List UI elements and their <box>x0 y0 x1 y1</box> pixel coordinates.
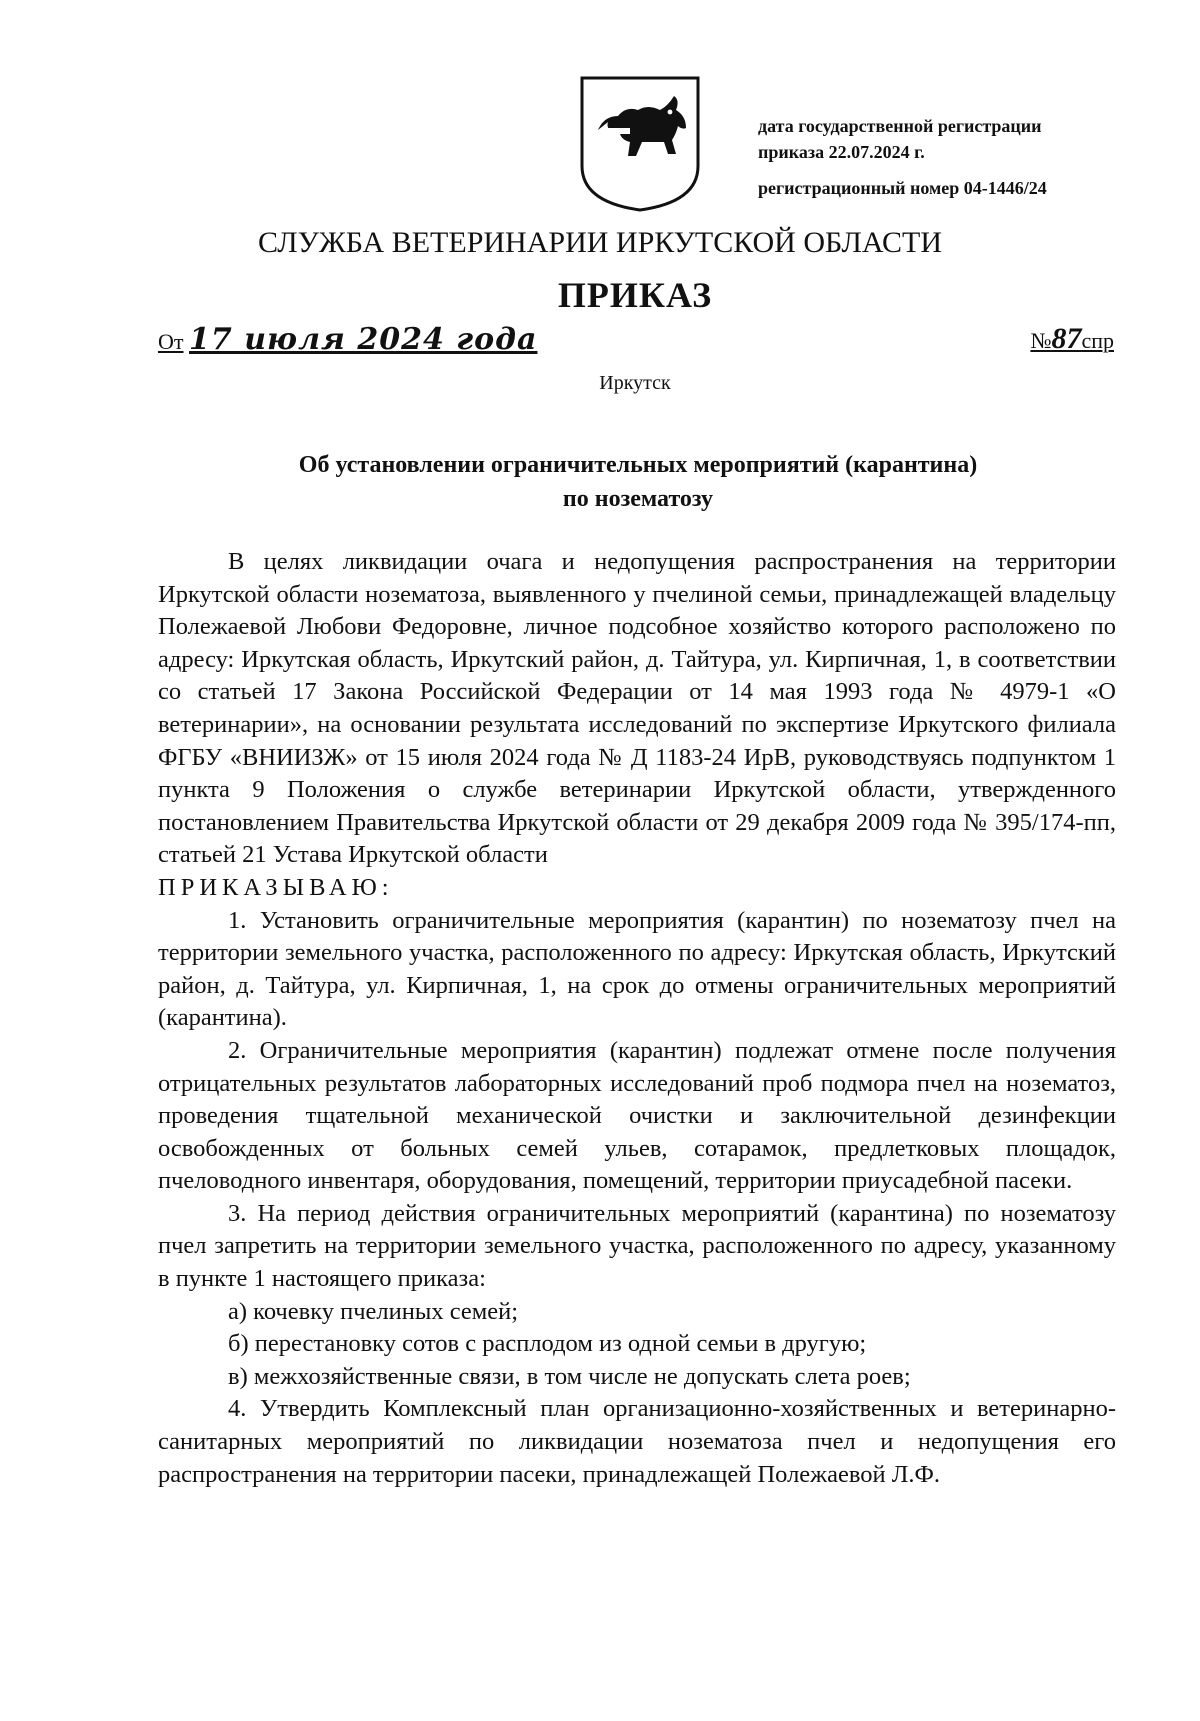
order-subject <box>158 448 1118 516</box>
subject-line: по нозематозу <box>562 486 714 512</box>
order-number <box>1030 322 1114 356</box>
registration-line: дата государственной регистрации <box>758 116 1042 136</box>
registration-number: регистрационный номер 04-1446/24 <box>758 178 1047 198</box>
order-body <box>158 546 1116 1491</box>
date-prefix: От <box>158 329 184 354</box>
order-item: 1. Установить ограничительные мероприятия (карантин) по нозематозу пчел на территории земельного участка, расположенного по адресу: Иркутская область, Иркутский район, д. Тайтура, ул. Кирпичная, 1, на срок до отмены ограничительных мероприятий (карантина). <box>158 906 1116 1032</box>
organization-name: СЛУЖБА ВЕТЕРИНАРИИ ИРКУТСКОЙ ОБЛАСТИ <box>258 226 942 259</box>
number-suffix: спр <box>1081 328 1114 353</box>
document-type: ПРИКАЗ <box>557 275 713 315</box>
order-subitem: а) кочевку пчелиных семей; <box>228 1297 519 1325</box>
order-item: 3. На период действия ограничительных мероприятий (карантина) по нозематозу пчел запретить на территории земельного участка, расположенного по адресу, указанному в пункте 1 настоящего приказа: <box>158 1199 1116 1293</box>
order-subitem: б) перестановку сотов с расплодом из одной семьи в другую; <box>228 1330 867 1358</box>
handwritten-number: 87 <box>1051 322 1082 355</box>
subject-line: Об установлении ограничительных мероприятий (карантина) <box>298 452 978 478</box>
order-date <box>158 322 537 357</box>
order-item: 4. Утвердить Комплексный план организационно-хозяйственных и ветеринарно-санитарных мероприятий по ликвидации нозематоза пчел и недопущения его распространения на территории пасеки, принадлежащей Полежаевой Л.Ф. <box>158 1395 1116 1488</box>
order-subitem: в) межхозяйственные связи, в том числе не допускать слета роев; <box>228 1362 911 1390</box>
order-word: ПРИКАЗЫВАЮ: <box>158 873 394 901</box>
registration-stamp <box>758 113 1158 201</box>
city: Иркутск <box>599 372 671 394</box>
order-item: 2. Ограничительные мероприятия (карантин) подлежат отмене после получения отрицательных результатов лабораторных исследований проб подмора пчел на нозематоз, проведения тщательной механической очистки и заключительной дезинфекции освобожденных от больных семей ульев, сотарамок, предлетковых площадок, пчеловодного инвентаря, оборудования, помещений, территории приусадебной пасеки. <box>158 1036 1116 1195</box>
coat-of-arms-emblem <box>578 74 702 214</box>
handwritten-date: 17 июля 2024 года <box>189 322 538 357</box>
preamble-paragraph: В целях ликвидации очага и недопущения распространения на территории Иркутской области нозематоза, выявленного у пчелиной семьи, принадлежащей владельцу Полежаевой Любови Федоровне, личное подсобное хозяйство которого расположено по адресу: Иркутская область, Иркутский район, д. Тайтура, ул. Кирпичная, 1, в соответствии со статьей 17 Закона Российской Федерации от 14 мая 1993 года № 4979-1 «О ветеринарии», на основании результата исследований по экспертизе Иркутского филиала ФГБУ «ВНИИЗЖ» от 15 июля 2024 года № Д 1183-24 ИрВ, руководствуясь подпунктом 1 пункта 9 Положения о службе ветеринарии Иркутской области, утвержденного постановлением Правительства Иркутской области от 29 декабря 2009 года № 395/174-пп, статьей 21 Устава Иркутской области <box>158 548 1116 869</box>
number-prefix: № <box>1030 328 1052 353</box>
registration-date: приказа 22.07.2024 г. <box>758 142 925 162</box>
